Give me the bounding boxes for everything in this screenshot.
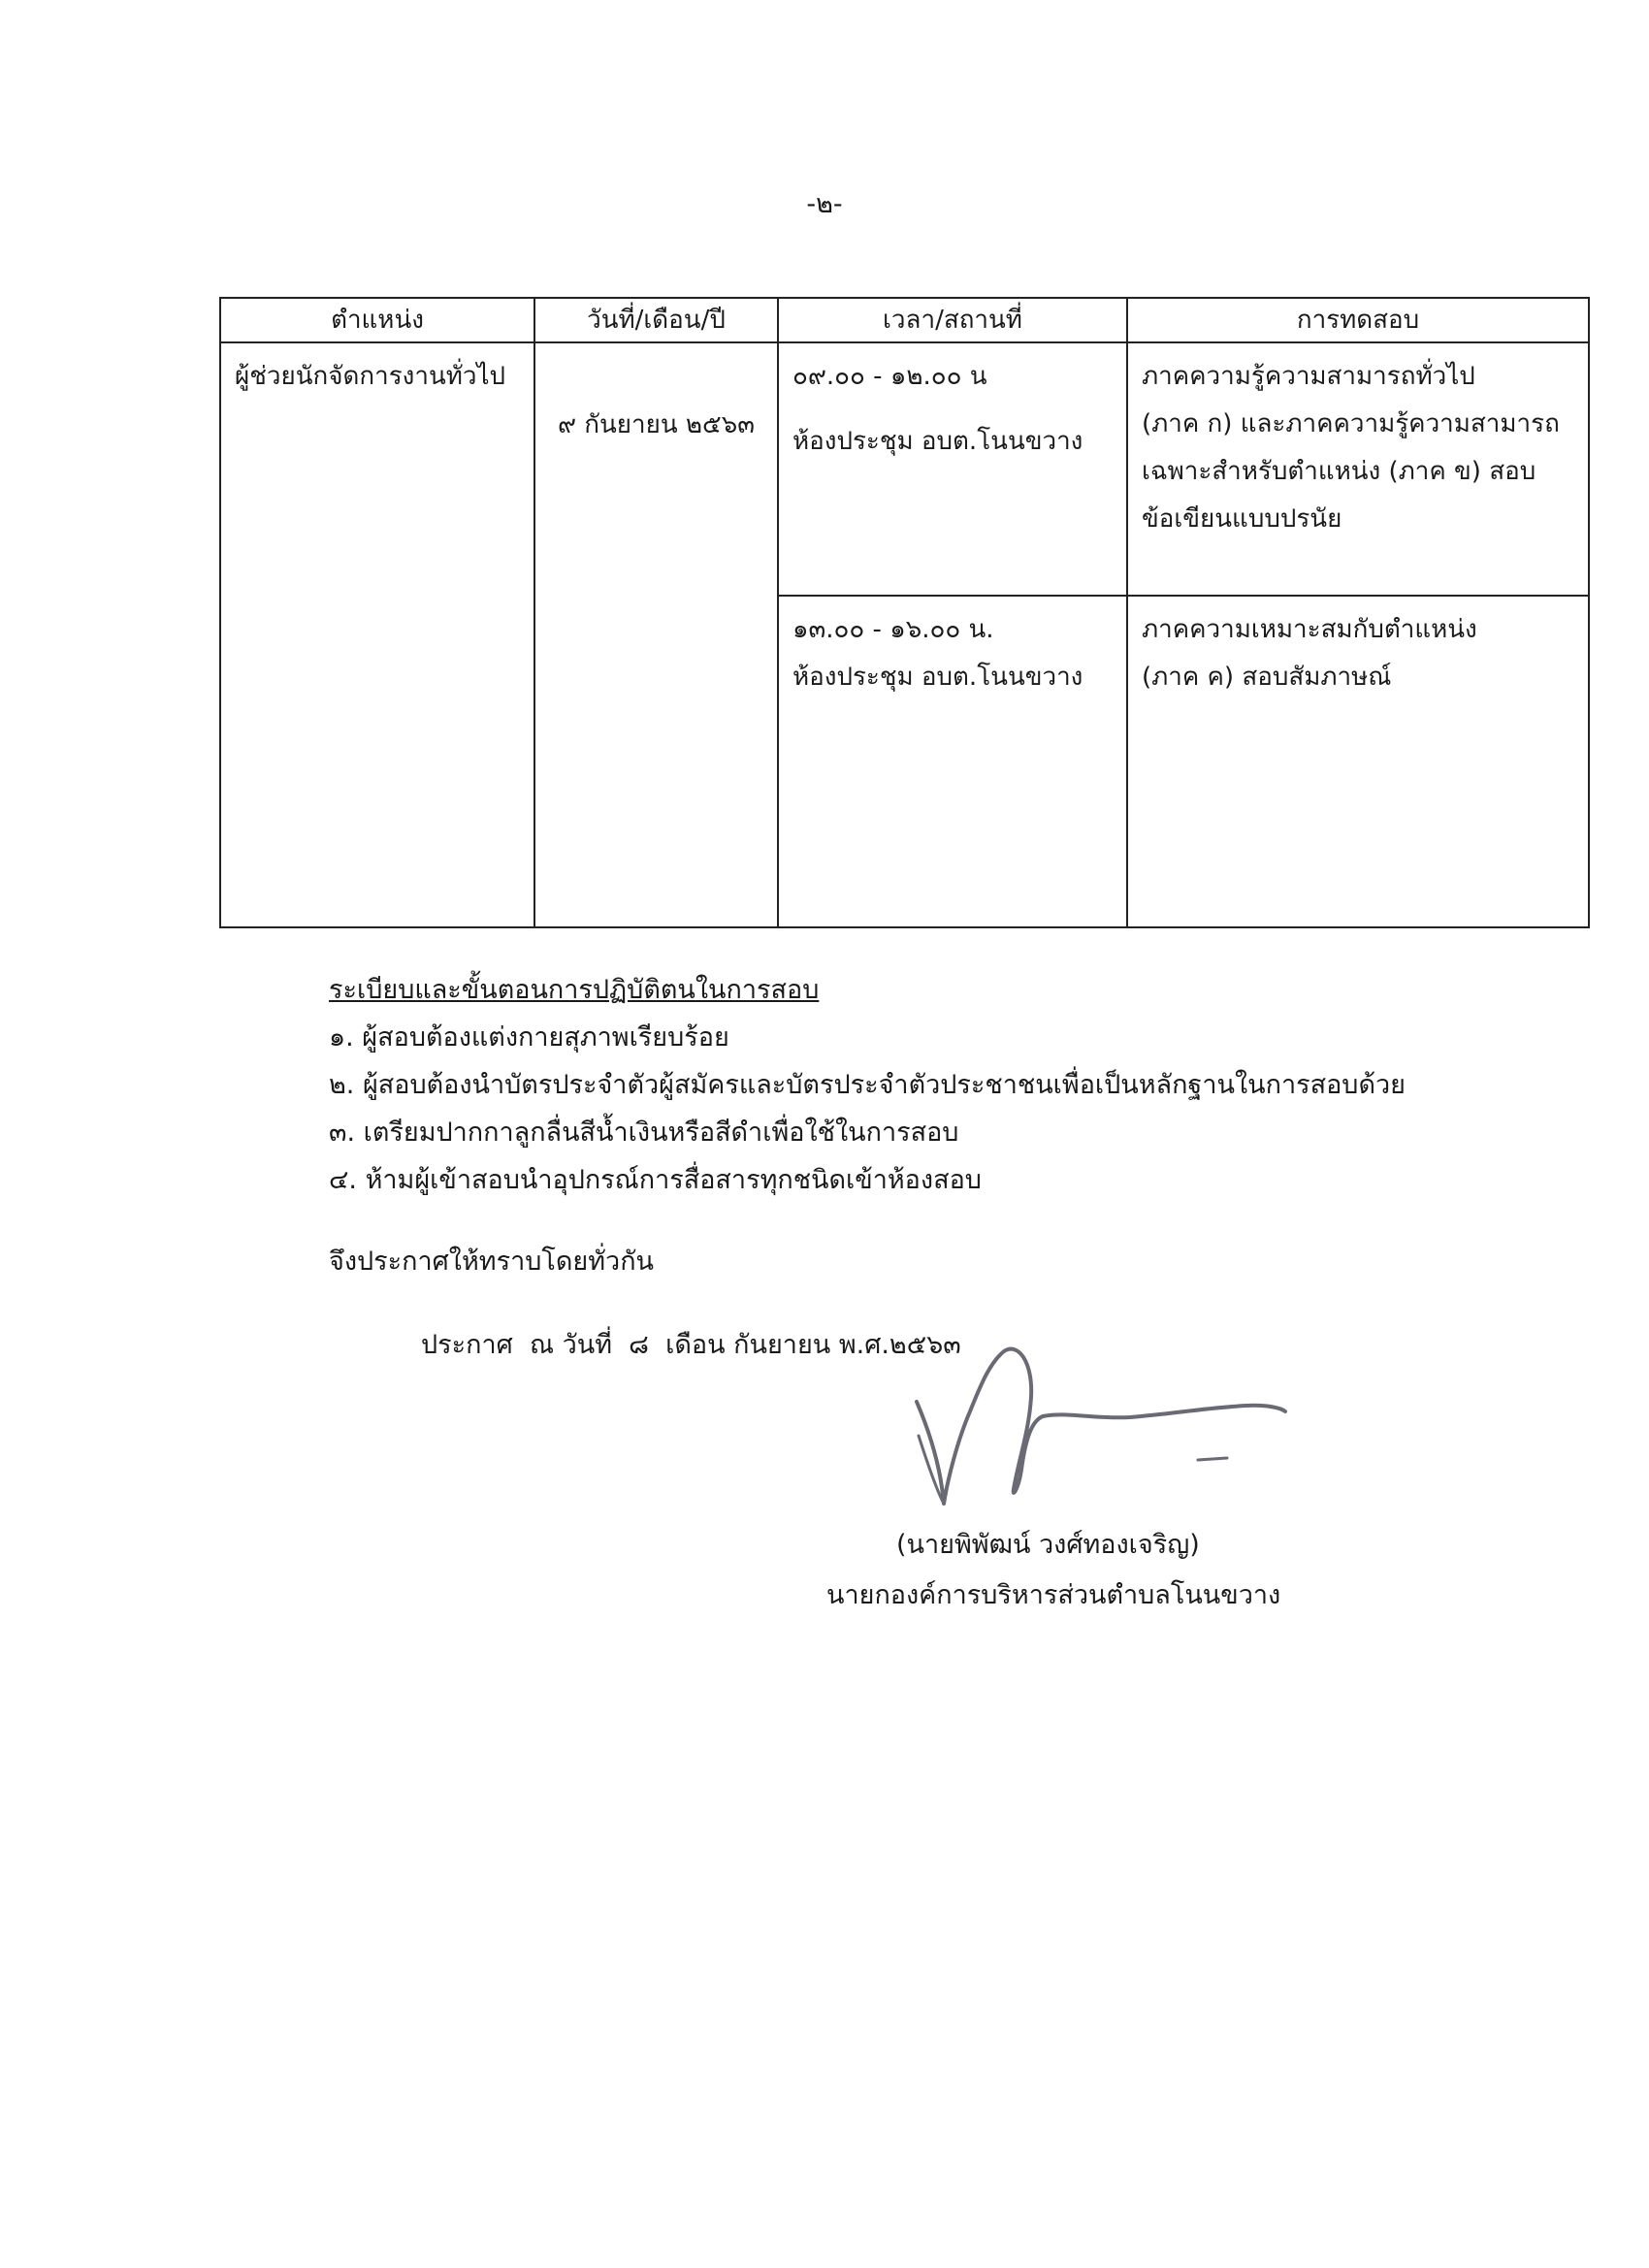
handwritten-signature — [897, 1344, 1305, 1523]
list-item: ๓. เตรียมปากกาลูกลื่นสีน้ำเงินหรือสีดำเพื่อใช้ในการสอบ — [329, 1118, 959, 1148]
list-item: ๒. ผู้สอบต้องนำบัตรประจำตัวผู้สมัครและบัตรประจำตัวประชาชนเพื่อเป็นหลักฐานในการสอบด้วย — [329, 1070, 1406, 1100]
session-1-test — [1127, 342, 1589, 596]
session-2-place: ห้องประชุม อบต.โนนขวาง — [792, 663, 1083, 692]
header-position: ตำแหน่ง — [220, 298, 534, 342]
header-time-place: เวลา/สถานที่ — [778, 298, 1127, 342]
session-2-test-line: (ภาค ค) สอบสัมภาษณ์ — [1142, 663, 1392, 692]
announcement-date: ประกาศ ณ วันที่ ๘ เดือน กันยายน พ.ศ.๒๕๖๓ — [421, 1330, 961, 1360]
session-1-test-line: ภาคความรู้ความสามารถทั่วไป — [1142, 362, 1475, 391]
position-cell: ผู้ช่วยนักจัดการงานทั่วไป — [220, 342, 534, 927]
rules-list — [329, 1014, 1406, 1204]
rules-title: ระเบียบและขั้นตอนการปฏิบัติตนในการสอบ — [329, 975, 820, 1005]
session-2-test-line: ภาคความเหมาะสมกับตำแหน่ง — [1142, 615, 1477, 644]
table-row — [220, 342, 1589, 596]
signer-name: (นายพิพัฒน์ วงศ์ทองเจริญ) — [896, 1530, 1200, 1560]
header-test: การทดสอบ — [1127, 298, 1589, 342]
session-1-test-line: (ภาค ก) และภาคความรู้ความสามารถ — [1142, 409, 1560, 438]
session-2-time: ๑๓.๐๐ - ๑๖.๐๐ น. — [792, 615, 994, 644]
date-cell: ๙ กันยายน ๒๕๖๓ — [534, 342, 778, 927]
signer-title: นายกองค์การบริหารส่วนตำบลโนนขวาง — [826, 1580, 1281, 1610]
exam-rules — [329, 966, 1406, 1204]
closing-statement: จึงประกาศให้ทราบโดยทั่วกัน — [329, 1247, 654, 1277]
page-number: -๒- — [806, 189, 843, 219]
list-item: ๑. ผู้สอบต้องแต่งกายสุภาพเรียบร้อย — [329, 1022, 729, 1053]
session-1-time: ๐๙.๐๐ - ๑๒.๐๐ น — [792, 362, 987, 391]
table-header-row — [220, 298, 1589, 342]
session-1-test-line: ข้อเขียนแบบปรนัย — [1142, 504, 1342, 534]
session-1-test-line: เฉพาะสำหรับตำแหน่ง (ภาค ข) สอบ — [1142, 457, 1536, 486]
list-item: ๔. ห้ามผู้เข้าสอบนำอุปกรณ์การสื่อสารทุกชนิดเข้าห้องสอบ — [329, 1165, 982, 1195]
session-2-test — [1127, 596, 1589, 927]
session-1-time-place — [778, 342, 1127, 596]
session-1-place: ห้องประชุม อบต.โนนขวาง — [792, 427, 1083, 456]
exam-schedule-table — [219, 297, 1590, 928]
session-2-time-place — [778, 596, 1127, 927]
header-date: วันที่/เดือน/ปี — [534, 298, 778, 342]
